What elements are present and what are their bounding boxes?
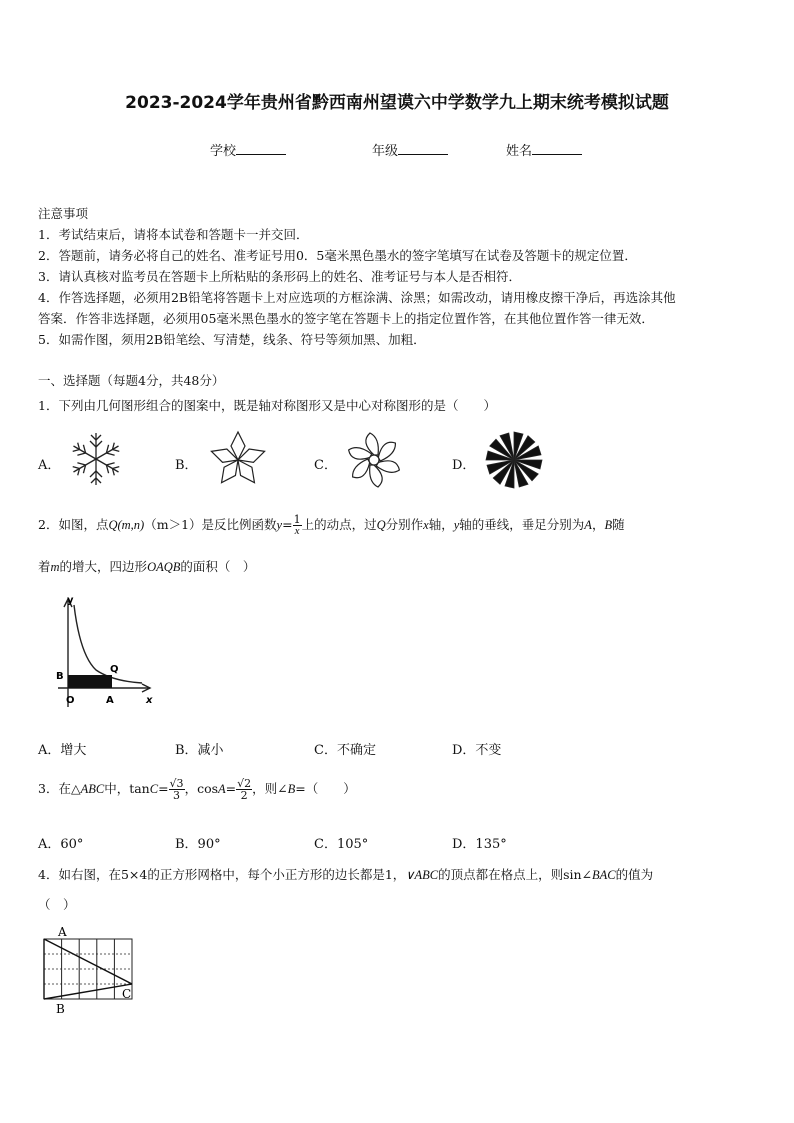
- page-title: 2023-2024学年贵州省黔西南州望谟六中学数学九上期末统考模拟试题: [125, 93, 669, 113]
- pinwheel-icon: [344, 430, 404, 490]
- fig-label-x: x: [146, 695, 153, 706]
- notice-heading: 注意事项: [38, 206, 89, 221]
- q2-figure: [52, 595, 157, 713]
- q2-stem-line1: 2．如图，点Q(m,n)（m＞1）是反比例函数y= $\frac{1}{x}$ 上的动点，过Q分别作x轴，y轴的垂线，垂足分别为A，B随: [38, 513, 625, 537]
- q3-option-d: D．135°: [452, 837, 507, 852]
- notice-item: 1．考试结束后，请将本试卷和答题卡一并交回．: [38, 227, 309, 242]
- fig-label-a: A: [58, 925, 67, 939]
- grade-field: 年级: [372, 140, 448, 159]
- q1-option-c: C．: [314, 458, 337, 473]
- q3-option-c: C．105°: [314, 837, 369, 852]
- q2-option-c: C．不确定: [314, 743, 376, 758]
- q3-option-a: A．60°: [38, 837, 84, 852]
- sunburst-icon: [484, 430, 544, 490]
- fig-label-q: Q: [110, 664, 119, 675]
- q4-stem-line2: （ ）: [38, 897, 76, 912]
- q1-stem: 1．下列由几何图形组合的图案中，既是轴对称图形又是中心对称图形的是（ ）: [38, 398, 496, 413]
- q1-option-d: D．: [452, 458, 476, 473]
- fig-label-c: C: [122, 987, 132, 1001]
- notice-item: 2．答题前，请务必将自己的姓名、准考证号用0．5毫米黑色墨水的签字笔填写在试卷及答题卡的规定位置．: [38, 248, 637, 263]
- pentagon-petal-icon: [208, 430, 268, 490]
- q3-stem: 3．在△ABC中，tanC= $\frac{√3}{3}$ ，cosA= $\frac{√2}{2}$ ，则∠B=（ ）: [38, 777, 356, 802]
- notice-item: 答案．作答非选择题，必须用05毫米黑色墨水的签字笔在答题卡上的指定位置作答，在其他位置作答一律无效．: [38, 311, 654, 326]
- fig-label-a: A: [106, 695, 114, 706]
- q4-grid-figure: [38, 924, 142, 1016]
- q4-stem-line1: 4．如右图，在5×4的正方形网格中，每个小正方形的边长都是1，∨ABC的顶点都在格点上，则sin∠BAC的值为: [38, 867, 654, 882]
- snowflake-icon: [68, 430, 124, 488]
- q1-option-a: A．: [38, 458, 61, 473]
- q2-option-a: A．增大: [38, 743, 87, 758]
- notice-item: 5．如需作图，须用2B铅笔绘、写清楚，线条、符号等须加黑、加粗．: [38, 332, 426, 347]
- fig-label-o: O: [66, 695, 75, 706]
- fig-label-y: y: [67, 595, 74, 606]
- hyperbola-curve: [74, 605, 142, 683]
- fig-label-b: B: [56, 671, 64, 682]
- school-field: 学校: [210, 140, 286, 159]
- notice-item: 4．作答选择题，必须用2B铅笔将答题卡上对应选项的方框涂满、涂黑；如需改动，请用橡皮擦干净后，再选涂其他: [38, 290, 676, 305]
- q2-option-d: D．不变: [452, 743, 502, 758]
- notice-item: 3．请认真核对监考员在答题卡上所粘贴的条形码上的姓名、准考证号与本人是否相符．: [38, 269, 521, 284]
- q3-option-b: B．90°: [175, 837, 221, 852]
- fig-label-b: B: [56, 1002, 65, 1016]
- q2-option-b: B．减小: [175, 743, 224, 758]
- section-heading: 一、选择题（每题4分，共48分）: [38, 373, 225, 388]
- shaded-rectangle: [68, 675, 112, 688]
- q2-stem-line2: 着m的增大，四边形OAQB的面积（ ）: [38, 559, 256, 574]
- q1-option-b: B．: [175, 458, 198, 473]
- name-field: 姓名: [506, 140, 582, 159]
